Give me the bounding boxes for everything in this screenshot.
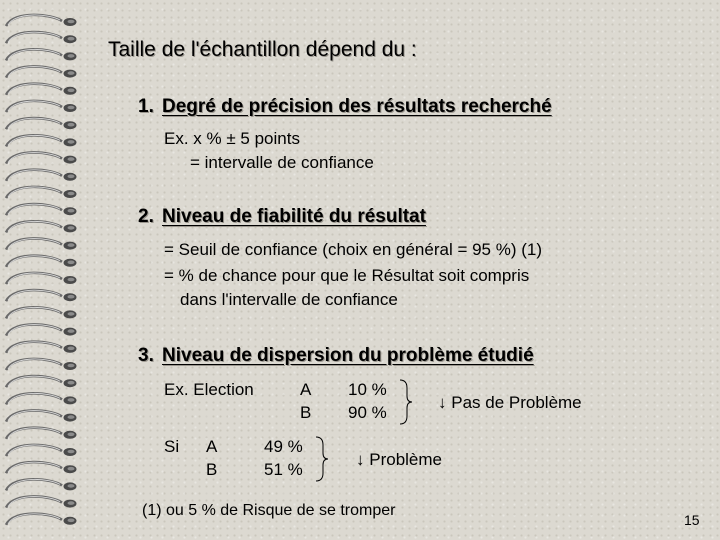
punch-hole-shine — [68, 364, 75, 368]
item-3-number: 3. — [138, 345, 154, 366]
punch-hole-shine — [68, 243, 75, 247]
spiral-ring — [6, 462, 62, 473]
spiral-ring — [6, 256, 62, 267]
spiral-ring — [6, 273, 62, 284]
punch-hole-shine — [68, 106, 75, 110]
spiral-ring — [6, 376, 62, 387]
case2-brace — [314, 435, 330, 483]
punch-hole-shine — [68, 157, 75, 161]
slide-title: Taille de l'échantillon dépend du : — [108, 38, 417, 61]
punch-hole-shine — [68, 295, 75, 299]
case2-candidate-b: B — [206, 460, 218, 479]
example-candidate-a: A — [300, 380, 312, 399]
footnote: (1) ou 5 % de Risque de se tromper — [142, 502, 396, 519]
item-2-line-3: dans l'intervalle de confiance — [180, 290, 398, 309]
spiral-ring — [6, 238, 62, 249]
case2-conclusion — [356, 450, 442, 470]
item-1-line-2: = intervalle de confiance — [190, 153, 374, 172]
punch-hole-shine — [68, 71, 75, 75]
punch-hole-shine — [68, 347, 75, 351]
spiral-ring — [6, 187, 62, 198]
punch-hole-shine — [68, 209, 75, 213]
spiral-ring — [6, 84, 62, 95]
punch-hole-shine — [68, 37, 75, 41]
punch-hole-shine — [68, 415, 75, 419]
spiral-ring — [6, 307, 62, 318]
example-value-b: 90 % — [348, 403, 387, 422]
spiral-ring — [6, 410, 62, 421]
punch-hole-shine — [68, 54, 75, 58]
spiral-ring — [6, 496, 62, 507]
item-1-line-1: Ex. x % ± 5 points — [164, 129, 300, 148]
punch-hole-shine — [68, 501, 75, 505]
case2-label: Si — [164, 437, 180, 456]
punch-hole-shine — [68, 519, 75, 523]
example-brace — [398, 378, 414, 426]
spiral-ring — [6, 359, 62, 370]
spiral-ring — [6, 32, 62, 43]
item-2-heading — [138, 206, 426, 228]
spiral-ring — [6, 101, 62, 112]
punch-hole-shine — [68, 123, 75, 127]
spiral-ring — [6, 170, 62, 181]
spiral-ring — [6, 135, 62, 146]
punch-hole-shine — [68, 140, 75, 144]
spiral-ring — [6, 66, 62, 77]
item-1-number: 1. — [138, 96, 154, 117]
item-2-line-1: = Seuil de confiance (choix en général = 95 %) (1) — [164, 240, 543, 259]
case2-conclusion-text: Problème — [369, 450, 442, 469]
spiral-ring — [6, 204, 62, 215]
example-candidate-b: B — [300, 403, 312, 422]
spiral-ring — [6, 445, 62, 456]
punch-hole-shine — [68, 175, 75, 179]
item-2-heading-text: Niveau de fiabilité du résultat — [162, 206, 426, 227]
case2-value-a: 49 % — [264, 437, 303, 456]
case2-candidate-a: A — [206, 437, 218, 456]
punch-hole-shine — [68, 226, 75, 230]
punch-hole-shine — [68, 398, 75, 402]
punch-hole-shine — [68, 20, 75, 24]
example-label: Ex. Election — [164, 380, 254, 399]
punch-hole-shine — [68, 329, 75, 333]
case2-value-b: 51 % — [264, 460, 303, 479]
spiral-ring — [6, 342, 62, 353]
punch-hole-shine — [68, 261, 75, 265]
item-3-heading — [138, 345, 534, 367]
spiral-ring — [6, 393, 62, 404]
example-conclusion — [438, 393, 582, 413]
punch-hole-shine — [68, 433, 75, 437]
arrow-down-icon: ↓ — [438, 393, 447, 412]
punch-hole-shine — [68, 450, 75, 454]
punch-hole-shine — [68, 467, 75, 471]
item-1-heading-text: Degré de précision des résultats recherché — [162, 96, 552, 117]
spiral-ring — [6, 15, 62, 26]
punch-hole-shine — [68, 278, 75, 282]
spiral-ring — [6, 479, 62, 490]
example-value-a: 10 % — [348, 380, 387, 399]
item-3-heading-text: Niveau de dispersion du problème étudié — [162, 345, 534, 366]
spiral-ring — [6, 514, 62, 525]
punch-hole-shine — [68, 381, 75, 385]
spiral-ring — [6, 118, 62, 129]
example-conclusion-text: Pas de Problème — [451, 393, 582, 412]
punch-hole-shine — [68, 89, 75, 93]
item-2-line-2: = % de chance pour que le Résultat soit compris — [164, 266, 530, 285]
spiral-binding — [0, 0, 90, 540]
page-number: 15 — [684, 512, 700, 528]
arrow-down-icon: ↓ — [356, 450, 365, 469]
spiral-ring — [6, 290, 62, 301]
spiral-ring — [6, 221, 62, 232]
item-1-heading — [138, 96, 552, 118]
punch-hole-shine — [68, 484, 75, 488]
punch-hole-shine — [68, 192, 75, 196]
spiral-ring — [6, 428, 62, 439]
spiral-ring — [6, 49, 62, 60]
spiral-ring — [6, 152, 62, 163]
spiral-ring — [6, 324, 62, 335]
item-2-number: 2. — [138, 206, 154, 227]
punch-hole-shine — [68, 312, 75, 316]
